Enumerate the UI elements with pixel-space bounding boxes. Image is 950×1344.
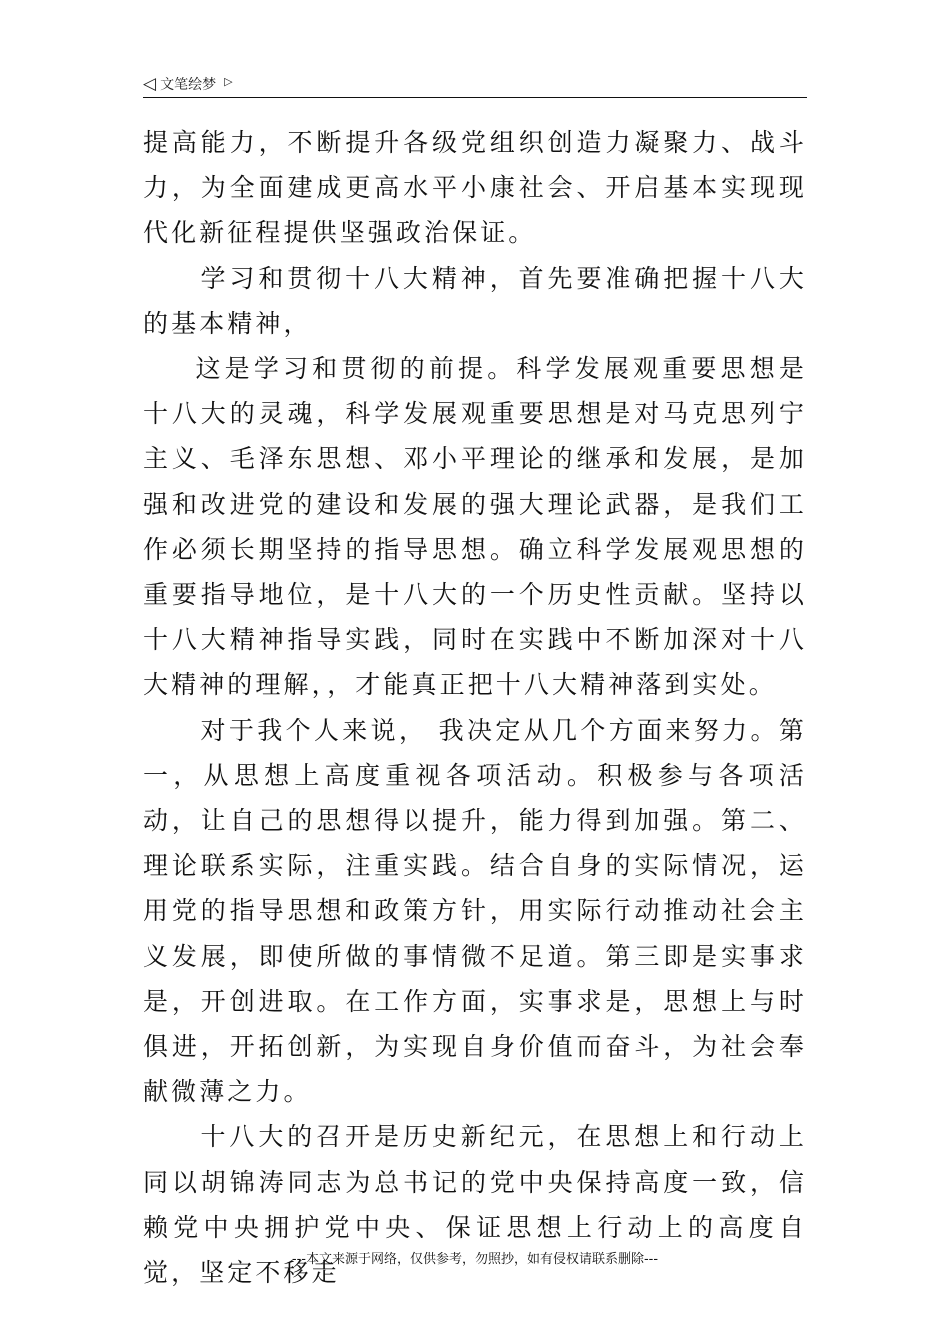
footer-notice: ---本文来源于网络，仅供参考，勿照抄，如有侵权请联系删除---: [291, 1252, 659, 1267]
left-triangle-icon: ◁: [143, 73, 157, 94]
paragraph-1: 提高能力，不断提升各级党组织创造力凝聚力、战斗力，为全面建成更高水平小康社会、开启基本实现现代化新征程提供坚强政治保证。: [143, 128, 807, 248]
paragraph-5: 十八大的召开是历史新纪元，在思想上和行动上同以胡锦涛同志为总书记的党中央保持高度一致，信赖党中央拥护党中央、保证思想上行动上的高度自觉，坚定不移走: [143, 1122, 807, 1288]
right-triangle-icon: ▷: [224, 74, 233, 88]
paragraph-2: 学习和贯彻十八大精神，首先要准确把握十八大的基本精神，: [143, 263, 807, 338]
header-divider: [143, 97, 807, 98]
page-header: [143, 72, 807, 96]
header-title: 文笔绘梦: [160, 77, 217, 93]
paragraph-4: 对于我个人来说， 我决定从几个方面来努力。第一，从思想上高度重视各项活动。积极参与各项活动，让自己的思想得以提升，能力得到加强。第二、理论联系实际，注重实践。结合自身的实际情况，运用党的指导思想和政策方针，用实际行动推动社会主义发展，即使所做的事情微不足道。第三即是实事求是，开创进取。在工作方面，实事求是，思想上与时俱进，开拓创新，为实现自身价值而奋斗，为社会奉献微薄之力。: [143, 715, 807, 1107]
paragraph-3: 这是学习和贯彻的前提。科学发展观重要思想是十八大的灵魂，科学发展观重要思想是对马克思列宁主义、毛泽东思想、邓小平理论的继承和发展，是加强和改进党的建设和发展的强大理论武器，是我们工作必须长期坚持的指导思想。确立科学发展观思想的重要指导地位，是十八大的一个历史性贡献。坚持以十八大精神指导实践，同时在实践中不断加深对十八大精神的理解，，才能真正把十八大精神落到实处。: [143, 354, 807, 700]
document-body: [143, 120, 807, 1295]
